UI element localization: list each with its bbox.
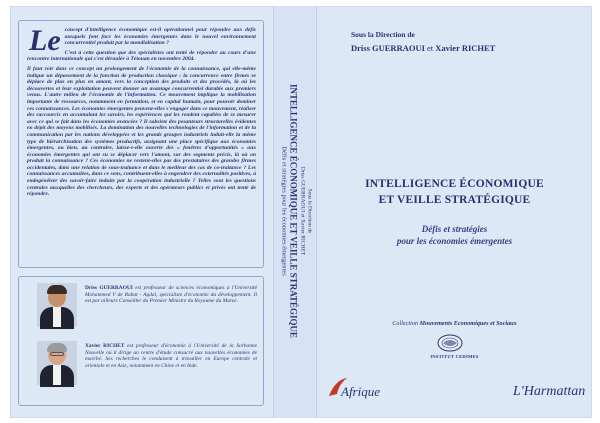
bio-name: Driss GUERRAOUI: [85, 285, 133, 291]
collection-label: [317, 320, 592, 327]
bio-body: est professeur d'économie à l'Université de la Sorbonne Nouvelle où il dirige un centre d'étude consacré aux nouvelles économies de marché. Ses recherches le conduisent à travailler en Europe centrale et orientale et en Asie, notamment en Chine et en Inde.: [85, 343, 257, 369]
svg-text:Afrique: Afrique: [341, 384, 380, 399]
bio-name: Xavier RICHET: [85, 343, 125, 349]
back-cover: [10, 6, 273, 418]
cedimes-logo-icon: [437, 334, 463, 352]
book-title-line-1: INTELLIGENCE ÉCONOMIQUE: [365, 178, 544, 190]
author-photo-richet: [37, 341, 77, 385]
publisher-harmattan-logo: L'Harmattan: [513, 384, 586, 399]
author-guerraoui: Driss GUERRAOUI: [351, 43, 425, 53]
book-spine: [273, 6, 317, 418]
spine-subtitle: Défis et stratégies pour les économies émergentes: [280, 146, 288, 276]
publisher-afrique-logo-icon: [325, 374, 380, 402]
blurb-paragraph: concept d'intelligence économique est-il opérationnel pour répondre aux défis auxquels font face les économies émergentes dans le nouvel environnement concurrentiel produit par la mondialisation ?: [64, 27, 256, 47]
bio-richet: [85, 343, 257, 369]
blurb-paragraph: Il faut voir dans ce concept un prolongement de l'économie de la connaissance, qui elle-même indique un dépassement de la fonction de production classique : la concurrence entre firmes se déplace de plus en plus en amont, vers la conception des produits et des procédés, là où les découvertes et leur exploitation peuvent donner un avantage concurrentiel durable aux premiers venus. L'autre milieu de l'économie de l'information. Ce mouvement implique la mobilisation importante de ressources, notamment en formation, et en capital humain, pour pouvoir dominer ces connaissances. Les économies émergentes peuvent-elles s'engager dans ce mouvement, réaliser des raccourcis en accumulant les savoirs, les expériences qui les rendent capables de se mesurer avec ce qui se fait dans les économies avancées ? Il subsiste des pesanteurs structurelles évidentes en dépit des moyens mobilisés. La domination des nouvelles technologies de l'information et de la communication par les nations développées et les grands groupes industriels induit-elle la même type de hiérarchisation des systèmes productifs, assignant une place spécifique aux économies émergentes, ou bien, au contraire, laisse-t-elle ouverte des « fenêtres d'opportunités » aux économies émergentes qui ont su se déplacer vers l'amont, sur des segments précis, là où on produit la connaissance ? Ces économies ne restent-elles pas des prestataires des grandes firmes occidentales, dans une relation de sous-traitance et dans le meilleur des cas de co-traitance ? Les connaissances accumulées, dans ce sens, contribuent-elles à engendrer des externalités positives, à endogénéiser des savoir-faire induits par la coopération industrielle ? Telles sont les questions centrales auxquelles des chercheurs, des experts et des opérateurs publics et privés ont tenté de répondre.: [27, 65, 256, 198]
bio-guerraoui: [85, 285, 257, 305]
spine-direction: Sous la Direction de: [306, 188, 313, 234]
author-richet: Xavier RICHET: [435, 43, 496, 53]
book-title-line-2: ET VEILLE STRATÉGIQUE: [378, 194, 531, 206]
collection-name: Mouvements Economiques et Sociaux: [419, 320, 517, 327]
spine-text: [280, 84, 313, 338]
book-subtitle-line-2: pour les économies émergentes: [396, 236, 513, 246]
author-photo-guerraoui: [37, 283, 77, 327]
dropcap: Le: [29, 24, 61, 57]
bio-body: est professeur de sciences économiques à l'Université Mohammed V de Rabat - Agdal, spécialiste d'économie du développement. Il est par ailleurs Conseiller du Premier Ministre du Royaume du Maroc.: [85, 285, 257, 305]
author-conjunction: et: [427, 43, 434, 53]
direction-label: Sous la Direction de: [351, 30, 415, 39]
blurb-paragraph: C'est à cette question que des spécialistes ont tenté de répondre au cours d'une rencontre internationale qui s'est déroulée à Tétouan en novembre 2004.: [27, 49, 256, 63]
institute-name: INSTITUT CEDIMES: [430, 354, 479, 359]
spine-title: INTELLIGENCE ÉCONOMIQUE ET VEILLE STRATÉGIQUE: [288, 83, 299, 339]
book-subtitle-line-1: Défis et stratégies: [421, 224, 488, 234]
collection-prefix: Collection: [392, 320, 419, 327]
blurb-box: [18, 20, 264, 268]
front-cover: [317, 6, 592, 418]
authors-line: [351, 43, 495, 53]
spine-authors: Driss GUERRAOUI et Xavier RICHET: [299, 166, 306, 256]
author-bios: [18, 276, 264, 406]
